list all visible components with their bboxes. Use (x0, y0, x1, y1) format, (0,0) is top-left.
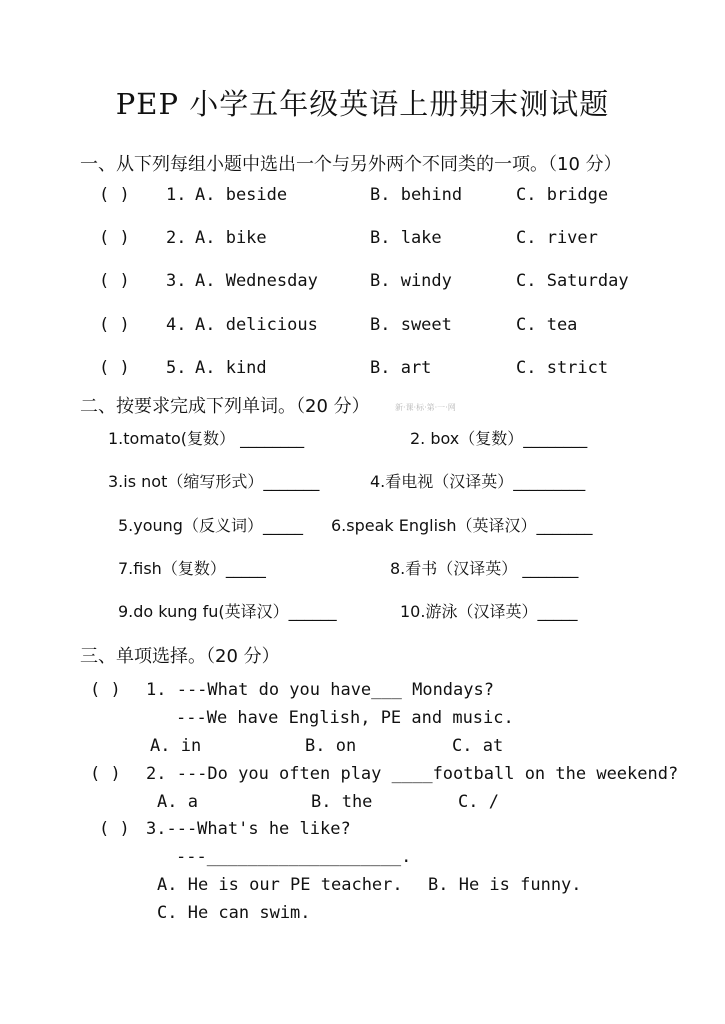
page-title: PEP 小学五年级英语上册期末测试题 (115, 87, 610, 121)
dialog-reply: ---___________________. (176, 847, 412, 867)
question-stem: 3.---What's he like? (146, 819, 351, 839)
option-a: A. kind (195, 358, 267, 378)
question-number: 2. (166, 228, 187, 248)
option-b: B. behind (370, 185, 463, 205)
section3-heading: 三、单项选择。（20 分） (80, 646, 280, 667)
option-a: A. beside (195, 185, 288, 205)
word-task: 10.游泳（汉译英）_____ (400, 602, 578, 621)
option-c: C. He can swim. (157, 903, 311, 923)
answer-blank[interactable]: ( ) (99, 185, 130, 205)
question-number: 5. (166, 358, 187, 378)
answer-blank[interactable]: ( ) (90, 680, 121, 700)
option-c: C. river (516, 228, 598, 248)
answer-blank[interactable]: ( ) (99, 358, 130, 378)
option-b: B. the (311, 792, 373, 812)
option-c: C. / (458, 792, 499, 812)
section1-heading: 一、从下列每组小题中选出一个与另外两个不同类的一项。（10 分） (80, 154, 622, 175)
word-task: 9.do kung fu(英译汉）______ (118, 602, 337, 621)
option-a: A. in (150, 736, 202, 756)
word-task: 7.fish（复数）_____ (118, 559, 266, 578)
option-a: A. delicious (195, 315, 318, 335)
answer-blank[interactable]: ( ) (99, 271, 130, 291)
question-number: 4. (166, 315, 187, 335)
question-number: 3. (166, 271, 187, 291)
option-b: B. windy (370, 271, 452, 291)
option-c: C. strict (516, 358, 609, 378)
option-a: A. bike (195, 228, 267, 248)
option-b: B. sweet (370, 315, 452, 335)
answer-blank[interactable]: ( ) (99, 819, 130, 839)
option-b: B. art (370, 358, 432, 378)
option-a: A. a (157, 792, 198, 812)
option-c: C. bridge (516, 185, 609, 205)
word-task: 2. box（复数）________ (410, 429, 588, 448)
option-a: A. He is our PE teacher. (157, 875, 403, 895)
answer-blank[interactable]: ( ) (99, 315, 130, 335)
option-b: B. on (305, 736, 357, 756)
word-task: 1.tomato(复数） ________ (108, 429, 305, 448)
option-a: A. Wednesday (195, 271, 318, 291)
word-task: 5.young（反义词）_____ (118, 516, 303, 535)
option-b: B. lake (370, 228, 442, 248)
question-number: 1. (166, 185, 187, 205)
option-c: C. Saturday (516, 271, 629, 291)
dialog-reply: ---We have English, PE and music. (176, 708, 514, 728)
answer-blank[interactable]: ( ) (99, 228, 130, 248)
word-task: 8.看书（汉译英） _______ (390, 559, 579, 578)
word-task: 6.speak English（英译汉）_______ (331, 516, 593, 535)
option-c: C. at (452, 736, 504, 756)
word-task: 4.看电视（汉译英）_________ (370, 472, 586, 491)
word-task: 3.is not（缩写形式）_______ (108, 472, 320, 491)
answer-blank[interactable]: ( ) (90, 764, 121, 784)
section2-heading: 二、按要求完成下列单词。（20 分） (80, 396, 370, 417)
option-c: C. tea (516, 315, 578, 335)
question-stem: 1. ---What do you have___ Mondays? (146, 680, 494, 700)
watermark: 新·课·标·第·一·网 (395, 403, 456, 412)
option-b: B. He is funny. (428, 875, 582, 895)
question-stem: 2. ---Do you often play ____football on the weekend? (146, 764, 679, 784)
